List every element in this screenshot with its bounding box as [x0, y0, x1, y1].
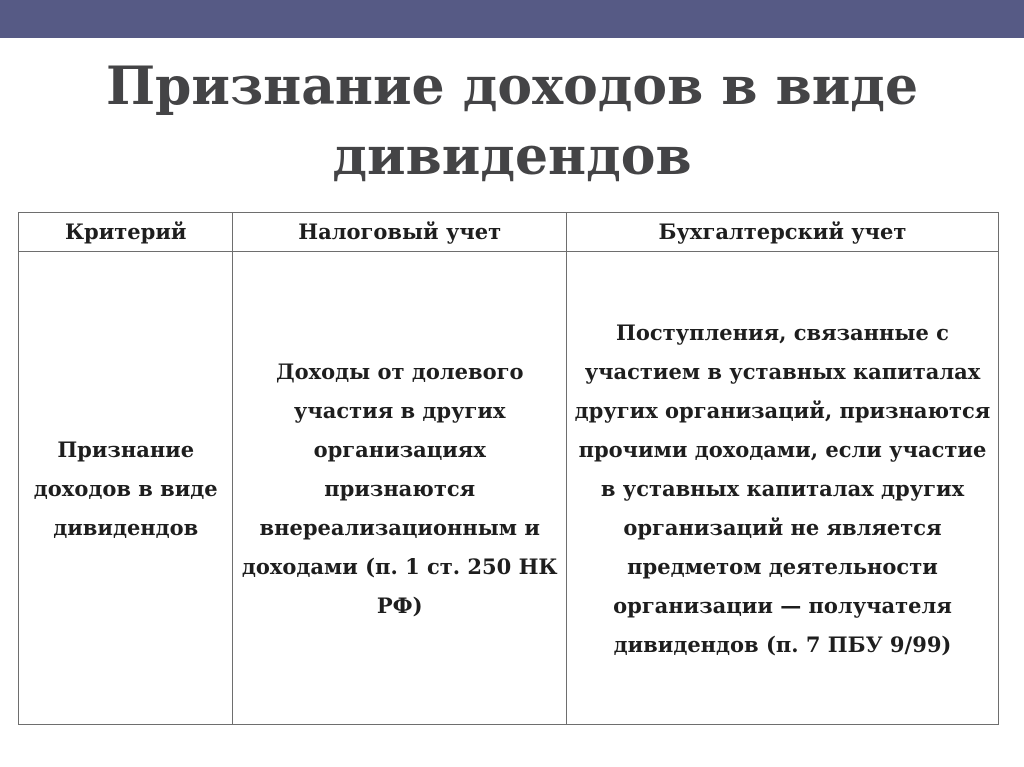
slide-title [40, 52, 984, 192]
comparison-table [18, 212, 999, 725]
cell-criterion: Признание доходов в виде дивидендов [19, 252, 233, 725]
table-header-row [19, 213, 999, 252]
table-row [19, 252, 999, 725]
cell-tax-accounting: Доходы от долевого участия в других организациях признаются внереализационным и доходами (п. 1 ст. 250 НК РФ) [233, 252, 567, 725]
cell-book-accounting: Поступления, связанные с участием в уставных капиталах других организаций, признаются прочими доходами, если участие в уставных капиталах других организаций не является предметом деятельности организации — получателя дивидендов (п. 7 ПБУ 9/99) [566, 252, 998, 725]
header-book-accounting: Бухгалтерский учет [566, 213, 998, 252]
slide-title-line-1: Признание доходов в виде [105, 56, 919, 117]
header-criterion: Критерий [19, 213, 233, 252]
slide-title-line-2: дивидендов [332, 126, 692, 187]
header-tax-accounting: Налоговый учет [233, 213, 567, 252]
top-accent-bar [0, 0, 1024, 38]
